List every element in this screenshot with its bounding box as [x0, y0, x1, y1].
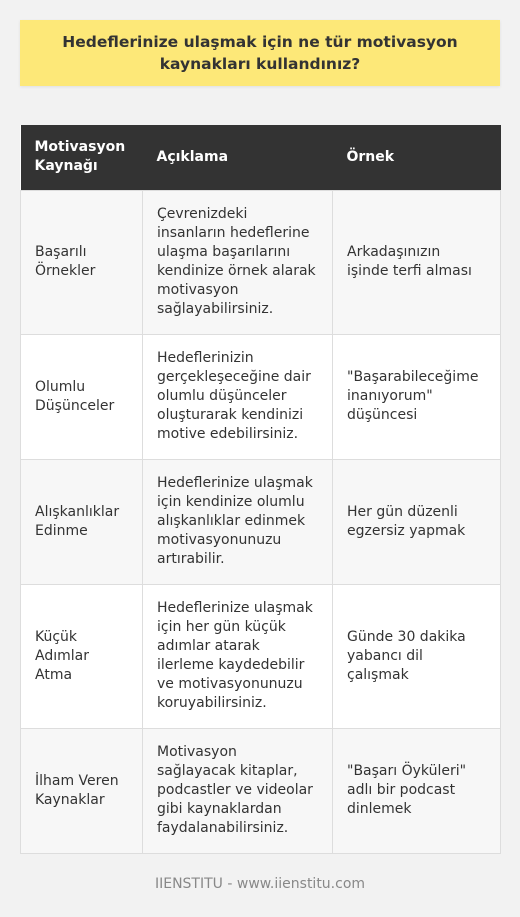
table-header-row — [21, 125, 501, 190]
cell-source: Küçük Adımlar Atma — [21, 584, 143, 728]
cell-source: Alışkanlıklar Edinme — [21, 459, 143, 584]
title-banner — [20, 20, 500, 86]
header-example: Örnek — [333, 125, 501, 190]
header-source: Motivasyon Kaynağı — [21, 125, 143, 190]
cell-source: İlham Veren Kaynaklar — [21, 728, 143, 853]
cell-example: Arkadaşınızın işinde terfi alması — [333, 190, 501, 334]
cell-description: Motivasyon sağlayacak kitaplar, podcastler ve videolar gibi kaynaklardan faydalanabilirsiniz. — [143, 728, 333, 853]
motivation-table — [20, 125, 501, 854]
cell-source: Olumlu Düşünceler — [21, 334, 143, 459]
cell-source: Başarılı Örnekler — [21, 190, 143, 334]
cell-example: "Başarabileceğime inanıyorum" düşüncesi — [333, 334, 501, 459]
cell-example: "Başarı Öyküleri" adlı bir podcast dinlemek — [333, 728, 501, 853]
cell-example: Günde 30 dakika yabancı dil çalışmak — [333, 584, 501, 728]
cell-description: Çevrenizdeki insanların hedeflerine ulaşma başarılarını kendinize örnek alarak motivasyon sağlayabilirsiniz. — [143, 190, 333, 334]
table-row — [21, 728, 501, 853]
footer-credit: IIENSTITU - www.iienstitu.com — [154, 876, 366, 892]
cell-example: Her gün düzenli egzersiz yapmak — [333, 459, 501, 584]
header-description: Açıklama — [143, 125, 333, 190]
table-row — [21, 584, 501, 728]
table-row — [21, 459, 501, 584]
table-row — [21, 334, 501, 459]
cell-description: Hedeflerinizin gerçekleşeceğine dair olumlu düşünceler oluşturarak kendinizi motive edebilirsiniz. — [143, 334, 333, 459]
cell-description: Hedeflerinize ulaşmak için kendinize olumlu alışkanlıklar edinmek motivasyonunuzu artırabilir. — [143, 459, 333, 584]
cell-description: Hedeflerinize ulaşmak için her gün küçük adımlar atarak ilerleme kaydedebilir ve motivasyonunuzu koruyabilirsiniz. — [143, 584, 333, 728]
page-title: Hedeflerinize ulaşmak için ne tür motivasyon kaynakları kullandınız? — [62, 33, 458, 73]
table-row — [21, 190, 501, 334]
